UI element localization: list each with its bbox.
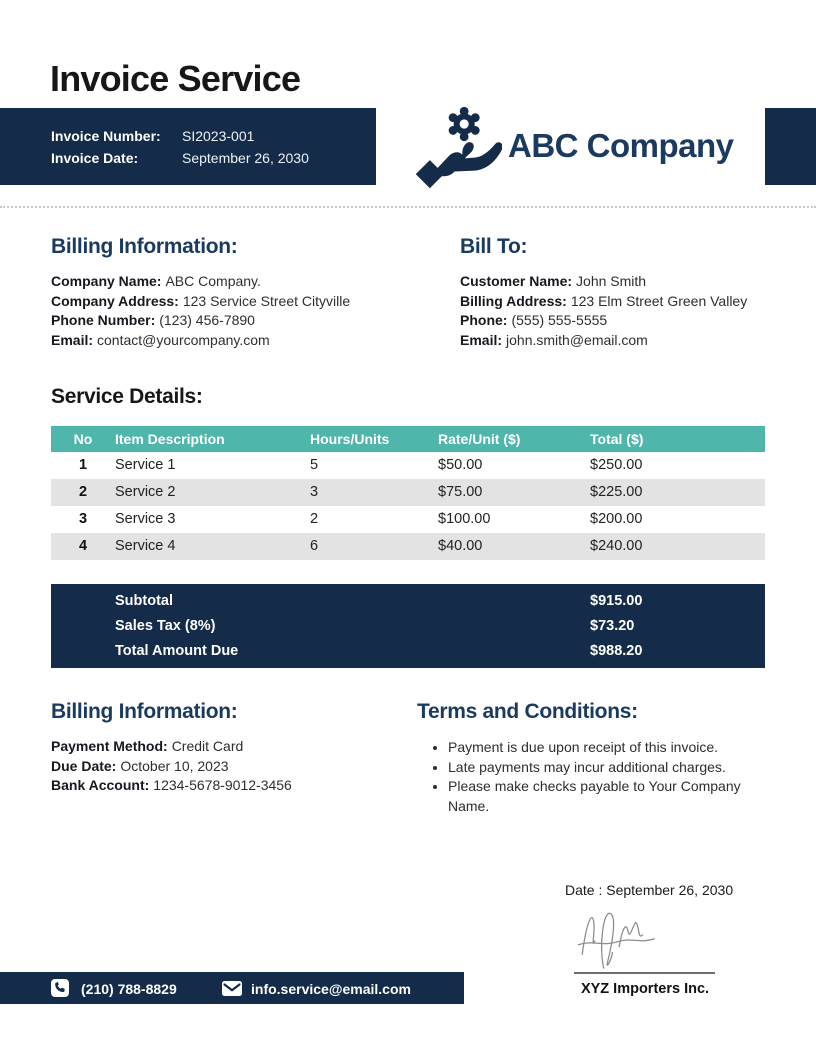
signer-name: XYZ Importers Inc. bbox=[580, 981, 710, 997]
summary-row-tax bbox=[51, 618, 765, 634]
cell-description: Service 2 bbox=[115, 484, 176, 500]
field-label: Phone: bbox=[460, 312, 508, 329]
field-value: ABC Company. bbox=[165, 273, 261, 289]
field-company-address bbox=[51, 292, 350, 312]
cell-hours: 5 bbox=[310, 457, 319, 473]
header-cell-no: No bbox=[73, 431, 93, 447]
cell-no: 1 bbox=[78, 457, 88, 473]
field-value: contact@yourcompany.com bbox=[97, 332, 270, 349]
field-value: Credit Card bbox=[171, 738, 244, 754]
field-bank-account bbox=[51, 776, 292, 796]
total-due-label: Total Amount Due bbox=[115, 643, 239, 659]
envelope-icon bbox=[222, 981, 242, 996]
field-value: john.smith@email.com bbox=[506, 332, 648, 349]
dotted-separator bbox=[0, 206, 816, 208]
field-due-date bbox=[51, 757, 292, 777]
field-value: 123 Service Street Cityville bbox=[182, 292, 351, 309]
field-label: Company Address: bbox=[51, 292, 179, 309]
service-details-heading: Service Details: bbox=[51, 385, 203, 408]
signature-image bbox=[568, 898, 686, 971]
field-label: Bank Account: bbox=[51, 777, 150, 794]
total-due-value: $988.20 bbox=[590, 643, 643, 659]
cell-rate: $100.00 bbox=[438, 511, 491, 527]
invoice-date-row bbox=[51, 150, 376, 166]
signature-line bbox=[574, 972, 715, 974]
field-label: Email: bbox=[51, 332, 94, 349]
sales-tax-label: Sales Tax (8%) bbox=[115, 618, 216, 634]
header-cell-rate: Rate/Unit ($) bbox=[438, 431, 521, 447]
cell-hours: 6 bbox=[310, 538, 319, 554]
terms-list bbox=[434, 738, 766, 816]
table-row bbox=[51, 479, 765, 506]
field-label: Billing Address: bbox=[460, 292, 567, 309]
footer-email: info.service@email.com bbox=[251, 981, 411, 997]
company-name: ABC Company bbox=[508, 127, 734, 164]
invoice-number-label: Invoice Number: bbox=[51, 127, 161, 144]
terms-item: • Please make checks payable to Your Company Name. bbox=[448, 777, 766, 816]
cell-total: $200.00 bbox=[590, 511, 643, 527]
services-table bbox=[51, 426, 765, 560]
field-company-name bbox=[51, 272, 350, 292]
field-customer-name bbox=[460, 272, 747, 292]
cell-rate: $75.00 bbox=[438, 484, 483, 500]
header-cell-description: Item Description bbox=[115, 431, 225, 447]
cell-total: $240.00 bbox=[590, 538, 643, 554]
invoice-date-label: Invoice Date: bbox=[51, 149, 139, 166]
field-phone-number bbox=[51, 311, 350, 331]
cell-rate: $50.00 bbox=[438, 457, 483, 473]
header-cell-hours: Hours/Units bbox=[310, 431, 390, 447]
phone-icon bbox=[51, 979, 69, 997]
field-email bbox=[51, 331, 350, 351]
field-label: Company Name: bbox=[51, 273, 162, 289]
cell-rate: $40.00 bbox=[438, 538, 483, 554]
sales-tax-value: $73.20 bbox=[590, 618, 635, 634]
field-value: John Smith bbox=[576, 273, 647, 289]
cell-hours: 2 bbox=[310, 511, 319, 527]
field-value: 123 Elm Street Green Valley bbox=[570, 292, 748, 309]
hand-gear-icon bbox=[414, 102, 502, 190]
cell-total: $250.00 bbox=[590, 457, 643, 473]
footer-phone: (210) 788-8829 bbox=[81, 981, 177, 997]
terms-item: • Late payments may incur additional charges. bbox=[448, 758, 766, 778]
bill-to-heading: Bill To: bbox=[460, 235, 528, 258]
header-side-accent bbox=[765, 108, 816, 185]
field-value: October 10, 2023 bbox=[120, 757, 229, 774]
bill-to-fields bbox=[460, 272, 747, 351]
summary-row-subtotal bbox=[51, 593, 765, 609]
field-label: Customer Name: bbox=[460, 273, 573, 289]
cell-description: Service 4 bbox=[115, 538, 176, 554]
signature-date: Date : September 26, 2030 bbox=[565, 882, 734, 898]
field-payment-method bbox=[51, 737, 292, 757]
field-label: Phone Number: bbox=[51, 312, 156, 329]
cell-no: 2 bbox=[78, 484, 88, 500]
cell-no: 3 bbox=[78, 511, 88, 527]
terms-item: • Payment is due upon receipt of this invoice. bbox=[448, 738, 766, 758]
table-header-row bbox=[51, 426, 765, 452]
field-label: Due Date: bbox=[51, 757, 117, 774]
field-value: (555) 555-5555 bbox=[511, 312, 608, 329]
payment-info-fields bbox=[51, 737, 292, 796]
page-title: Invoice Service bbox=[50, 58, 301, 99]
field-value: 1234-5678-9012-3456 bbox=[153, 777, 292, 794]
table-row bbox=[51, 506, 765, 533]
terms-heading: Terms and Conditions: bbox=[417, 700, 638, 723]
payment-info-heading: Billing Information: bbox=[51, 700, 238, 723]
cell-hours: 3 bbox=[310, 484, 319, 500]
cell-description: Service 1 bbox=[115, 457, 176, 473]
header-cell-total: Total ($) bbox=[590, 431, 644, 447]
subtotal-label: Subtotal bbox=[115, 593, 173, 609]
billing-info-heading: Billing Information: bbox=[51, 235, 238, 258]
invoice-date-value: September 26, 2030 bbox=[182, 149, 309, 166]
subtotal-value: $915.00 bbox=[590, 593, 643, 609]
totals-summary bbox=[51, 584, 765, 668]
field-billing-address bbox=[460, 292, 747, 312]
invoice-number-value: SI2023-001 bbox=[182, 127, 255, 144]
billing-info-fields bbox=[51, 272, 350, 351]
table-row bbox=[51, 452, 765, 479]
field-phone bbox=[460, 311, 747, 331]
field-label: Payment Method: bbox=[51, 738, 168, 754]
field-label: Email: bbox=[460, 332, 503, 349]
cell-no: 4 bbox=[78, 538, 88, 554]
table-row bbox=[51, 533, 765, 560]
field-email bbox=[460, 331, 747, 351]
cell-total: $225.00 bbox=[590, 484, 643, 500]
field-value: (123) 456-7890 bbox=[159, 312, 255, 329]
summary-row-total-due bbox=[51, 643, 765, 659]
invoice-number-row bbox=[51, 128, 376, 144]
cell-description: Service 3 bbox=[115, 511, 176, 527]
invoice-meta-bar bbox=[0, 108, 376, 185]
